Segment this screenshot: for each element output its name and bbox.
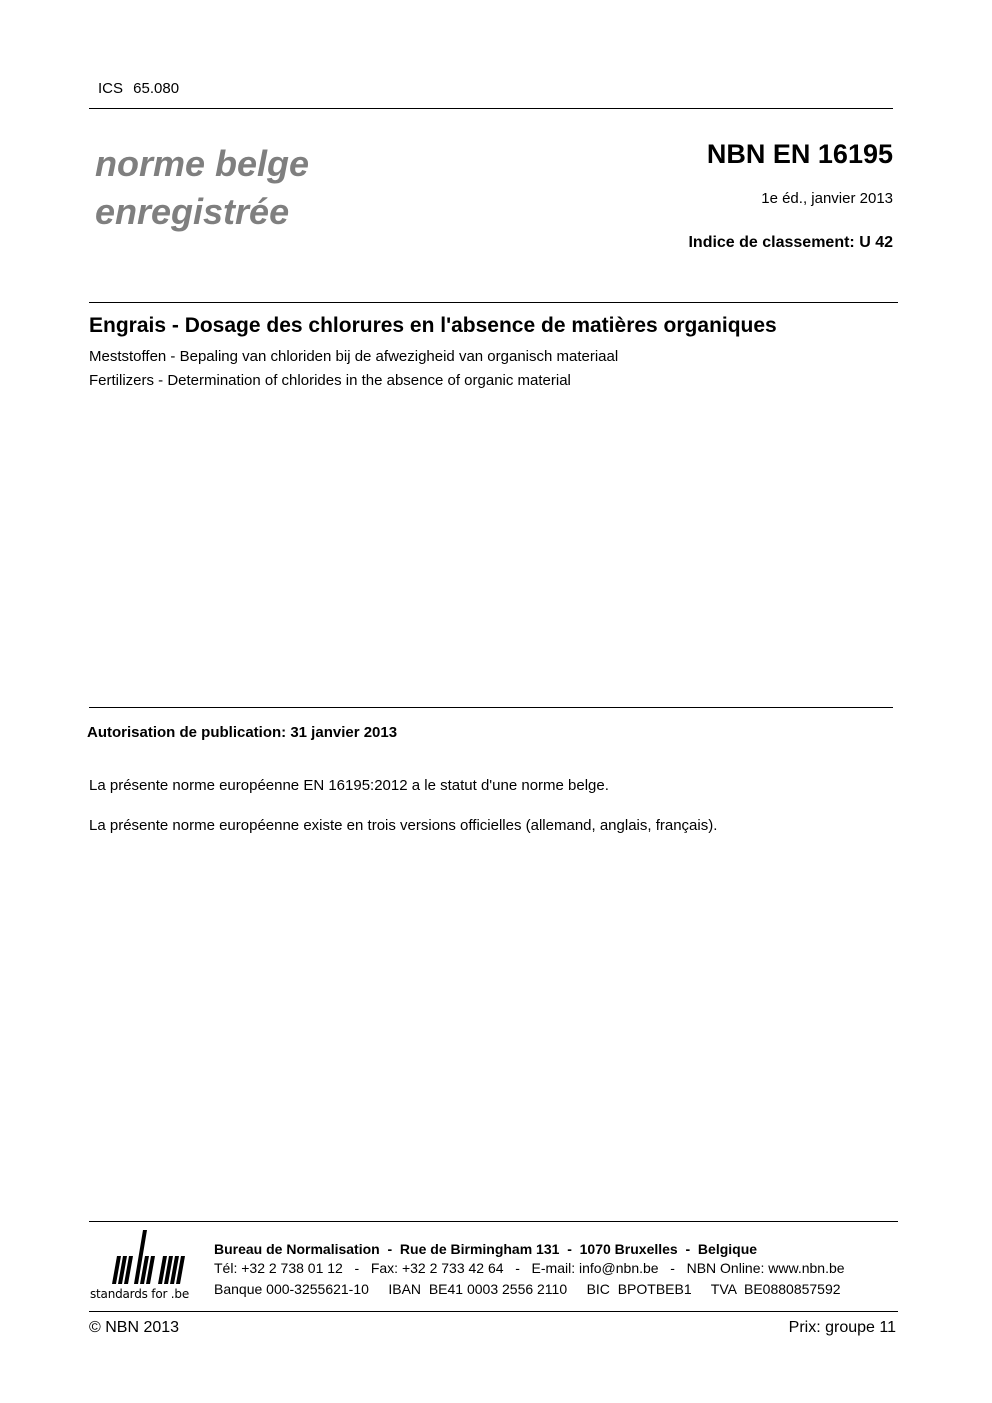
- title-divider: [89, 302, 898, 303]
- title-english: Fertilizers - Determination of chlorides in the absence of organic material: [89, 372, 571, 389]
- bottom-divider: [89, 1311, 898, 1312]
- ics-code: ICS 65.080: [98, 80, 180, 97]
- classification-index: Indice de classement: U 42: [688, 234, 893, 251]
- norme-label: [95, 140, 309, 236]
- norme-line-2: enregistrée: [95, 191, 290, 232]
- edition-date: 1e éd., janvier 2013: [761, 190, 893, 207]
- versions-paragraph: La présente norme européenne existe en trois versions officielles (allemand, anglais, français).: [89, 817, 718, 834]
- nbn-logo: [88, 1228, 208, 1308]
- address-line-2: Tél: +32 2 738 01 12 - Fax: +32 2 733 42 64 - E-mail: info@nbn.be - NBN Online: www.nbn.be: [214, 1260, 845, 1276]
- norme-line-1: norme belge: [95, 143, 310, 184]
- logo-caption: standards for .be: [90, 1287, 190, 1301]
- publication-divider: [89, 707, 893, 708]
- price-group: Prix: groupe 11: [788, 1319, 896, 1336]
- copyright: © NBN 2013: [89, 1319, 180, 1336]
- nbn-logo-icon: [88, 1228, 208, 1288]
- standard-id: NBN EN 16195: [706, 139, 893, 169]
- address-line-3: Banque 000-3255621-10 IBAN BE41 0003 2556 2110 BIC BPOTBEB1 TVA BE0880857592: [214, 1281, 841, 1297]
- top-divider: [89, 108, 893, 109]
- title-dutch: Meststoffen - Bepaling van chloriden bij de afwezigheid van organisch materiaal: [89, 348, 619, 365]
- footer-divider: [89, 1221, 898, 1222]
- publication-authorisation: Autorisation de publication: 31 janvier 2013: [87, 724, 398, 741]
- title-french: Engrais - Dosage des chlorures en l'absence de matières organiques: [89, 314, 777, 337]
- status-paragraph: La présente norme européenne EN 16195:2012 a le statut d'une norme belge.: [89, 777, 609, 794]
- address-line-1: Bureau de Normalisation - Rue de Birmingham 131 - 1070 Bruxelles - Belgique: [214, 1241, 758, 1257]
